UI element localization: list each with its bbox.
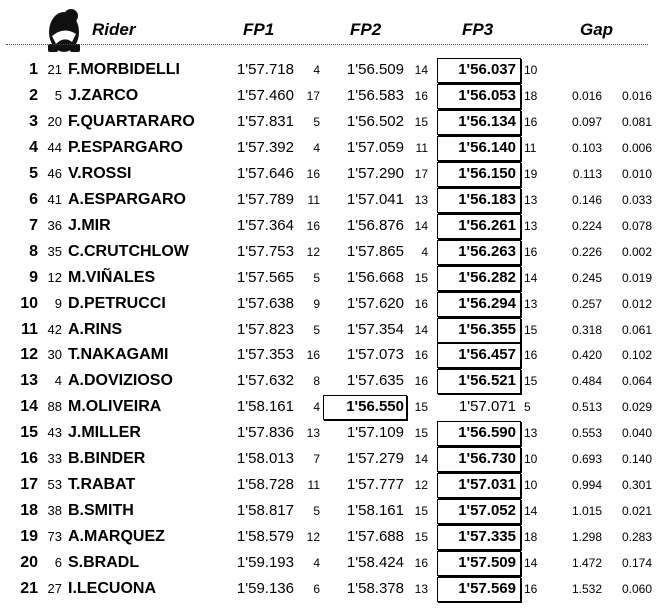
fp1-time-cell: 1'57.718 xyxy=(236,61,294,78)
table-header xyxy=(0,0,656,54)
gap-to-first-cell: 1.532 xyxy=(571,582,602,596)
gap-to-previous-cell: 0.102 xyxy=(621,348,652,363)
table-row xyxy=(0,239,656,265)
fp2-lap-cell: 16 xyxy=(414,374,428,389)
fp1-lap-cell: 17 xyxy=(306,88,320,103)
rider-name-cell: T.NAKAGAMI xyxy=(68,346,169,364)
fp1-lap-cell: 12 xyxy=(306,244,320,259)
gap-to-previous-cell: 0.081 xyxy=(621,114,652,129)
position-cell: 1 xyxy=(29,61,38,78)
gap-to-previous-cell: 0.019 xyxy=(621,270,652,285)
gap-to-previous-cell: 0.174 xyxy=(621,556,652,571)
fp1-lap-cell: 5 xyxy=(313,114,320,129)
fp1-time-cell: 1'57.638 xyxy=(236,294,294,312)
fp2-lap-cell: 14 xyxy=(414,452,428,467)
fp3-time-cell: 1'56.730 xyxy=(458,450,516,468)
gap-to-first-cell: 1.472 xyxy=(571,556,602,571)
gap-to-previous-cell: 0.012 xyxy=(621,296,652,311)
table-row xyxy=(0,498,656,524)
fp1-time-cell: 1'57.364 xyxy=(236,216,294,234)
rider-number-cell: 33 xyxy=(47,451,62,467)
table-row xyxy=(0,368,656,394)
fp1-time-cell: 1'57.836 xyxy=(236,424,294,442)
fp3-lap-cell: 14 xyxy=(524,270,538,285)
fp1-lap-cell: 16 xyxy=(306,218,320,233)
fp2-time-cell: 1'57.777 xyxy=(346,476,404,494)
rider-number-cell: 27 xyxy=(47,581,62,596)
position-cell: 14 xyxy=(20,398,38,416)
rider-number-cell: 12 xyxy=(47,269,62,285)
gap-to-previous-cell: 0.021 xyxy=(621,504,652,519)
gap-to-previous-cell: 0.301 xyxy=(621,478,652,493)
gap-to-first-cell: 0.226 xyxy=(571,244,602,259)
fp1-lap-cell: 8 xyxy=(313,374,320,389)
gap-to-previous-cell: 0.078 xyxy=(621,218,652,233)
fp3-lap-cell: 19 xyxy=(524,166,538,181)
fp2-column-header: FP2 xyxy=(350,20,382,39)
fp2-time-cell: 1'58.424 xyxy=(346,554,404,572)
rider-number-cell: 5 xyxy=(54,87,62,103)
table-row xyxy=(0,109,656,135)
gap-to-first-cell: 0.484 xyxy=(571,374,602,389)
position-cell: 16 xyxy=(20,450,38,468)
fp2-lap-cell: 15 xyxy=(414,114,428,129)
fp1-time-cell: 1'57.565 xyxy=(236,268,294,286)
fp1-lap-cell: 4 xyxy=(313,400,320,415)
fp1-lap-cell: 11 xyxy=(307,478,320,493)
fp1-time-cell: 1'58.579 xyxy=(236,528,294,546)
fp1-column-header: FP1 xyxy=(243,20,275,39)
fp3-lap-cell: 13 xyxy=(524,426,538,441)
rider-number-cell: 36 xyxy=(47,217,62,233)
gap-to-first-cell: 0.420 xyxy=(571,348,602,363)
table-row xyxy=(0,550,656,576)
fp2-lap-cell: 13 xyxy=(414,192,428,207)
fp1-time-cell: 1'59.136 xyxy=(236,580,294,597)
fp2-time-cell: 1'56.583 xyxy=(346,86,404,104)
fp3-time-cell: 1'57.071 xyxy=(458,398,516,416)
rider-number-cell: 30 xyxy=(47,347,62,363)
fp2-lap-cell: 15 xyxy=(414,270,428,285)
table-row xyxy=(0,135,656,161)
fp3-lap-cell: 15 xyxy=(524,374,538,389)
gap-column-header: Gap xyxy=(580,20,614,39)
fp3-lap-cell: 14 xyxy=(524,504,538,519)
rider-name-cell: C.CRUTCHLOW xyxy=(68,242,189,260)
fp3-time-cell: 1'56.134 xyxy=(458,112,516,130)
gap-to-first-cell: 0.693 xyxy=(571,452,602,467)
position-cell: 12 xyxy=(20,346,38,364)
fp2-time-cell: 1'57.290 xyxy=(346,164,404,182)
gap-to-first-cell: 0.097 xyxy=(571,114,602,129)
rider-name-cell: I.LECUONA xyxy=(68,580,156,597)
rider-name-cell: B.BINDER xyxy=(68,450,146,468)
fp3-lap-cell: 13 xyxy=(524,192,538,207)
fp2-lap-cell: 11 xyxy=(415,140,428,155)
fp2-lap-cell: 17 xyxy=(414,166,428,181)
rider-name-cell: J.MIR xyxy=(68,216,111,234)
fp1-time-cell: 1'58.817 xyxy=(236,502,294,520)
fp2-time-cell: 1'57.688 xyxy=(346,528,404,546)
gap-to-first-cell: 0.224 xyxy=(571,218,602,233)
fp2-lap-cell: 4 xyxy=(421,244,428,259)
fp1-lap-cell: 4 xyxy=(313,556,320,571)
fp1-time-cell: 1'57.460 xyxy=(236,86,294,104)
fp2-lap-cell: 15 xyxy=(414,504,428,519)
fp2-lap-cell: 16 xyxy=(414,556,428,571)
rider-number-cell: 43 xyxy=(47,425,62,441)
gap-to-first-cell: 0.103 xyxy=(571,140,602,155)
rider-number-cell: 21 xyxy=(47,62,62,77)
fp1-time-cell: 1'57.353 xyxy=(236,346,294,364)
fp2-lap-cell: 14 xyxy=(414,322,428,337)
fp3-time-cell: 1'56.261 xyxy=(458,216,516,234)
gap-to-first-cell: 0.113 xyxy=(572,166,602,181)
fp1-time-cell: 1'58.013 xyxy=(236,450,294,468)
gap-to-previous-cell: 0.016 xyxy=(621,88,652,103)
fp2-time-cell: 1'56.502 xyxy=(346,112,404,130)
fp1-time-cell: 1'58.728 xyxy=(236,476,294,494)
fp2-lap-cell: 16 xyxy=(414,88,428,103)
table-row xyxy=(0,213,656,239)
rider-number-cell: 4 xyxy=(54,373,62,389)
rider-name-cell: F.MORBIDELLI xyxy=(68,61,180,78)
fp3-lap-cell: 13 xyxy=(524,296,538,311)
fp2-lap-cell: 12 xyxy=(414,478,428,493)
fp1-lap-cell: 4 xyxy=(313,63,320,77)
rider-number-cell: 6 xyxy=(54,555,62,571)
position-cell: 18 xyxy=(20,502,38,520)
rider-column-header: Rider xyxy=(92,20,136,39)
position-cell: 19 xyxy=(20,528,38,546)
fp3-time-cell: 1'57.052 xyxy=(458,502,516,520)
position-cell: 7 xyxy=(29,216,38,234)
gap-to-previous-cell: 0.029 xyxy=(621,400,652,415)
fp3-lap-cell: 10 xyxy=(524,63,538,77)
rider-name-cell: A.ESPARGARO xyxy=(68,190,186,208)
rider-name-cell: A.RINS xyxy=(68,320,123,338)
position-cell: 17 xyxy=(20,476,38,494)
table-row xyxy=(0,291,656,317)
fp2-lap-cell: 15 xyxy=(414,426,428,441)
fp1-lap-cell: 4 xyxy=(313,140,320,155)
rider-name-cell: A.MARQUEZ xyxy=(68,528,165,546)
fp2-lap-cell: 16 xyxy=(414,296,428,311)
position-cell: 9 xyxy=(29,268,38,286)
fp2-lap-cell: 13 xyxy=(414,582,428,596)
fp3-time-cell: 1'56.590 xyxy=(458,424,516,442)
fp2-time-cell: 1'56.876 xyxy=(346,216,404,234)
fp1-lap-cell: 16 xyxy=(306,348,320,363)
rider-name-cell: M.OLIVEIRA xyxy=(68,398,162,416)
gap-to-first-cell: 0.994 xyxy=(571,478,602,493)
rider-number-cell: 42 xyxy=(47,321,62,337)
position-cell: 21 xyxy=(20,580,38,597)
fp2-lap-cell: 14 xyxy=(414,218,428,233)
fp2-time-cell: 1'56.668 xyxy=(346,268,404,286)
position-cell: 5 xyxy=(29,164,38,182)
gap-to-first-cell: 0.257 xyxy=(571,296,602,311)
fp1-time-cell: 1'59.193 xyxy=(236,554,294,572)
rider-number-cell: 38 xyxy=(47,503,62,519)
fp3-time-cell: 1'56.263 xyxy=(458,242,516,260)
fp1-time-cell: 1'58.161 xyxy=(236,398,294,416)
fp3-lap-cell: 16 xyxy=(524,114,538,129)
fp3-time-cell: 1'56.053 xyxy=(458,86,516,104)
rider-name-cell: F.QUARTARARO xyxy=(68,112,195,130)
fp1-time-cell: 1'57.789 xyxy=(236,190,294,208)
position-cell: 11 xyxy=(21,320,38,338)
fp3-time-cell: 1'56.521 xyxy=(458,372,516,390)
fp3-time-cell: 1'56.355 xyxy=(458,320,516,338)
fp2-time-cell: 1'57.041 xyxy=(346,190,404,208)
table-row xyxy=(0,161,656,187)
position-cell: 15 xyxy=(20,424,38,442)
rider-name-cell: S.BRADL xyxy=(68,554,140,572)
fp1-lap-cell: 6 xyxy=(313,582,320,596)
fp3-time-cell: 1'57.569 xyxy=(458,580,516,597)
fp2-time-cell: 1'56.509 xyxy=(346,61,404,78)
position-cell: 4 xyxy=(29,138,38,156)
fp3-lap-cell: 18 xyxy=(524,88,538,103)
table-row xyxy=(0,394,656,420)
position-cell: 3 xyxy=(29,112,38,130)
fp2-time-cell: 1'57.279 xyxy=(346,450,404,468)
fp1-time-cell: 1'57.831 xyxy=(236,112,294,130)
fp1-lap-cell: 11 xyxy=(307,192,320,207)
rider-number-cell: 44 xyxy=(47,139,62,155)
fp3-lap-cell: 14 xyxy=(524,556,538,571)
fp1-lap-cell: 16 xyxy=(306,166,320,181)
position-cell: 13 xyxy=(20,372,38,390)
table-row xyxy=(0,187,656,213)
fp3-lap-cell: 16 xyxy=(524,244,538,259)
fp3-lap-cell: 5 xyxy=(524,400,531,415)
rider-name-cell: J.MILLER xyxy=(68,424,141,442)
table-row xyxy=(0,342,656,368)
fp2-time-cell: 1'57.073 xyxy=(346,346,404,364)
fp1-time-cell: 1'57.753 xyxy=(236,242,294,260)
rider-name-cell: T.RABAT xyxy=(68,476,136,494)
gap-to-first-cell: 0.245 xyxy=(571,270,602,285)
fp3-time-cell: 1'56.183 xyxy=(458,190,516,208)
gap-to-previous-cell: 0.002 xyxy=(621,244,652,259)
table-row xyxy=(0,83,656,109)
fp1-lap-cell: 9 xyxy=(313,296,320,311)
rider-number-cell: 73 xyxy=(47,529,62,545)
fp3-time-cell: 1'56.037 xyxy=(458,61,516,78)
rider-number-cell: 46 xyxy=(47,165,62,181)
gap-to-first-cell: 0.513 xyxy=(571,400,602,415)
fp1-lap-cell: 12 xyxy=(306,530,320,545)
gap-to-first-cell: 1.298 xyxy=(571,530,602,545)
gap-to-previous-cell: 0.033 xyxy=(621,192,652,207)
gap-to-first-cell: 0.553 xyxy=(571,426,602,441)
fp2-lap-cell: 15 xyxy=(414,400,428,415)
rider-number-cell: 41 xyxy=(47,191,62,207)
rider-number-cell: 88 xyxy=(47,399,62,415)
fp2-time-cell: 1'57.865 xyxy=(346,242,404,260)
position-cell: 10 xyxy=(20,294,38,312)
table-row xyxy=(0,472,656,498)
fp1-lap-cell: 5 xyxy=(313,504,320,519)
fp3-lap-cell: 10 xyxy=(524,452,538,467)
fp2-time-cell: 1'56.550 xyxy=(346,398,404,416)
fp3-time-cell: 1'57.031 xyxy=(458,476,516,494)
fp1-time-cell: 1'57.646 xyxy=(236,164,294,182)
gap-to-previous-cell: 0.140 xyxy=(621,452,652,467)
fp3-lap-cell: 18 xyxy=(524,530,538,545)
fp3-lap-cell: 16 xyxy=(524,582,538,596)
gap-to-previous-cell: 0.283 xyxy=(621,530,652,545)
fp3-lap-cell: 10 xyxy=(524,478,538,493)
gap-to-previous-cell: 0.006 xyxy=(621,140,652,155)
rider-name-cell: D.PETRUCCI xyxy=(68,294,166,312)
fp2-time-cell: 1'57.635 xyxy=(346,372,404,390)
fp2-time-cell: 1'57.059 xyxy=(346,138,404,156)
fp1-time-cell: 1'57.392 xyxy=(236,138,294,156)
rider-name-cell: P.ESPARGARO xyxy=(68,138,183,156)
position-cell: 2 xyxy=(29,86,38,104)
fp2-time-cell: 1'58.378 xyxy=(346,580,404,597)
table-row xyxy=(0,446,656,472)
fp3-time-cell: 1'56.457 xyxy=(458,346,516,364)
fp2-lap-cell: 14 xyxy=(414,63,428,77)
motorcycle-rider-logo-icon xyxy=(42,6,86,54)
gap-to-previous-cell: 0.040 xyxy=(621,426,652,441)
table-row xyxy=(0,265,656,291)
fp2-time-cell: 1'57.109 xyxy=(346,424,404,442)
fp3-lap-cell: 16 xyxy=(524,348,538,363)
fp3-time-cell: 1'56.294 xyxy=(458,294,516,312)
gap-to-first-cell: 0.318 xyxy=(571,322,602,337)
fp3-lap-cell: 13 xyxy=(524,218,538,233)
fp1-lap-cell: 7 xyxy=(313,452,320,467)
fp1-lap-cell: 5 xyxy=(313,322,320,337)
fp1-time-cell: 1'57.823 xyxy=(236,320,294,338)
fp2-time-cell: 1'57.620 xyxy=(346,294,404,312)
table-row xyxy=(0,317,656,343)
fp3-column-header: FP3 xyxy=(462,20,494,39)
gap-to-previous-cell: 0.064 xyxy=(621,374,652,389)
gap-to-first-cell: 0.146 xyxy=(571,192,602,207)
gap-to-previous-cell: 0.060 xyxy=(621,582,652,596)
rider-number-cell: 9 xyxy=(54,295,62,311)
rider-name-cell: M.VIÑALES xyxy=(68,268,156,286)
fp1-time-cell: 1'57.632 xyxy=(236,372,294,390)
fp3-time-cell: 1'57.509 xyxy=(458,554,516,572)
table-row xyxy=(0,420,656,446)
position-cell: 20 xyxy=(20,554,38,572)
fp2-lap-cell: 15 xyxy=(414,530,428,545)
gap-to-previous-cell: 0.061 xyxy=(621,322,652,337)
rider-name-cell: V.ROSSI xyxy=(68,164,132,182)
table-row xyxy=(0,57,656,83)
fp3-lap-cell: 15 xyxy=(524,322,538,337)
header-divider xyxy=(6,44,648,45)
gap-to-first-cell: 1.015 xyxy=(571,504,602,519)
rider-number-cell: 53 xyxy=(47,477,62,493)
fp3-time-cell: 1'56.150 xyxy=(458,164,516,182)
rider-number-cell: 35 xyxy=(47,243,62,259)
fp2-lap-cell: 16 xyxy=(414,348,428,363)
gap-to-previous-cell: 0.010 xyxy=(621,166,652,181)
rider-number-cell: 20 xyxy=(47,113,62,129)
fp1-lap-cell: 5 xyxy=(313,270,320,285)
rider-name-cell: J.ZARCO xyxy=(68,86,139,104)
position-cell: 6 xyxy=(29,190,38,208)
fp3-time-cell: 1'56.140 xyxy=(458,138,516,156)
fp3-time-cell: 1'57.335 xyxy=(458,528,516,546)
fp1-lap-cell: 13 xyxy=(306,426,320,441)
position-cell: 8 xyxy=(29,242,38,260)
fp3-lap-cell: 11 xyxy=(524,140,537,155)
table-row xyxy=(0,576,656,602)
fp3-time-cell: 1'56.282 xyxy=(458,268,516,286)
fp2-time-cell: 1'57.354 xyxy=(346,320,404,338)
gap-to-first-cell: 0.016 xyxy=(571,88,602,103)
rider-name-cell: B.SMITH xyxy=(68,502,134,520)
rider-name-cell: A.DOVIZIOSO xyxy=(68,372,173,390)
fp2-time-cell: 1'58.161 xyxy=(346,502,404,520)
table-row xyxy=(0,524,656,550)
